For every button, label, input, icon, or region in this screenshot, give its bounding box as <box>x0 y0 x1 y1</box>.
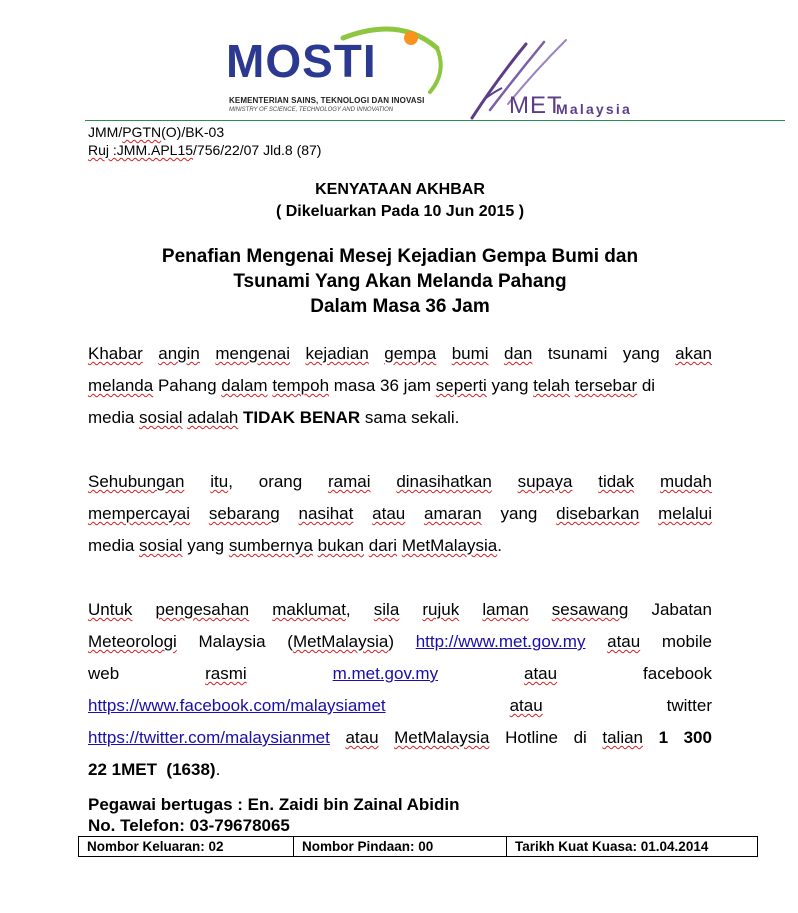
facebook-link[interactable]: https://www.facebook.com/malaysiamet <box>88 696 386 715</box>
paragraph-advice: Sehubungan itu, orang ramai dinasihatkan supaya tidak mudah mempercayai sebarang nasihat atau amaran yang disebarkan melalui media sosial yang sumbernya bukan dari MetMalaysia. <box>88 472 712 555</box>
paragraph-verification: Untuk pengesahan maklumat, sila rujuk laman sesawang Jabatan Meteorologi Malaysia (MetMalaysia) http://www.met.gov.my atau mobile web rasmi m.met.gov.my atau facebook https://www.facebook.com/malaysiamet atau twitter https://twitter.com/malaysianmet atau MetMalaysia Hotline di talian 1 300 22 1MET (1638). <box>88 600 713 779</box>
table-row <box>79 837 758 857</box>
amendment-number-cell: Nombor Pindaan: 00 <box>294 837 507 857</box>
paragraph-rumour: Khabar angin mengenai kejadian gempa bumi dan tsunami yang akan melanda Pahang dalam tempoh masa 36 jam seperti yang telah tersebar di media sosial adalah TIDAK BENAR sama sekali. <box>88 344 713 427</box>
met-mobile-link[interactable]: m.met.gov.my <box>332 664 439 683</box>
metmalaysia-logo-met: MET <box>509 92 563 119</box>
document-title-line1: Penafian Mengenai Mesej Kejadian Gempa Bumi dan <box>161 246 639 267</box>
met-website-link[interactable]: http://www.met.gov.my <box>415 632 586 651</box>
press-release-heading: KENYATAAN AKHBAR <box>315 181 485 198</box>
mosti-subtitle-malay: KEMENTERIAN SAINS, TEKNOLOGI DAN INOVASI <box>229 96 425 105</box>
document-title-line3: Dalam Masa 36 Jam <box>310 296 490 317</box>
officer-phone: No. Telefon: 03-79678065 <box>88 816 290 835</box>
reference-code: JMM/PGTN(O)/BK-03 <box>88 124 225 140</box>
effective-date-cell: Tarikh Kuat Kuasa: 01.04.2014 <box>507 837 758 857</box>
metmalaysia-logo-malaysia: Malaysia <box>556 101 632 117</box>
mosti-subtitle-english: MINISTRY OF SCIENCE, TECHNOLOGY AND INNOVATION <box>229 107 394 113</box>
twitter-link[interactable]: https://twitter.com/malaysianmet <box>88 728 330 747</box>
document-title-line2: Tsunami Yang Akan Melanda Pahang <box>233 271 567 292</box>
issue-number-cell: Nombor Keluaran: 02 <box>79 837 294 857</box>
officer-name: Pegawai bertugas : En. Zaidi bin Zainal Abidin <box>88 795 460 814</box>
header-divider <box>85 120 785 121</box>
document-control-table <box>78 836 758 857</box>
reference-number: Ruj :JMM.APL15/756/22/07 Jld.8 (87) <box>88 142 322 158</box>
mosti-logo-text: MOSTI <box>226 35 377 87</box>
officer-contact <box>88 794 460 836</box>
issue-date: ( Dikeluarkan Pada 10 Jun 2015 ) <box>275 203 525 220</box>
